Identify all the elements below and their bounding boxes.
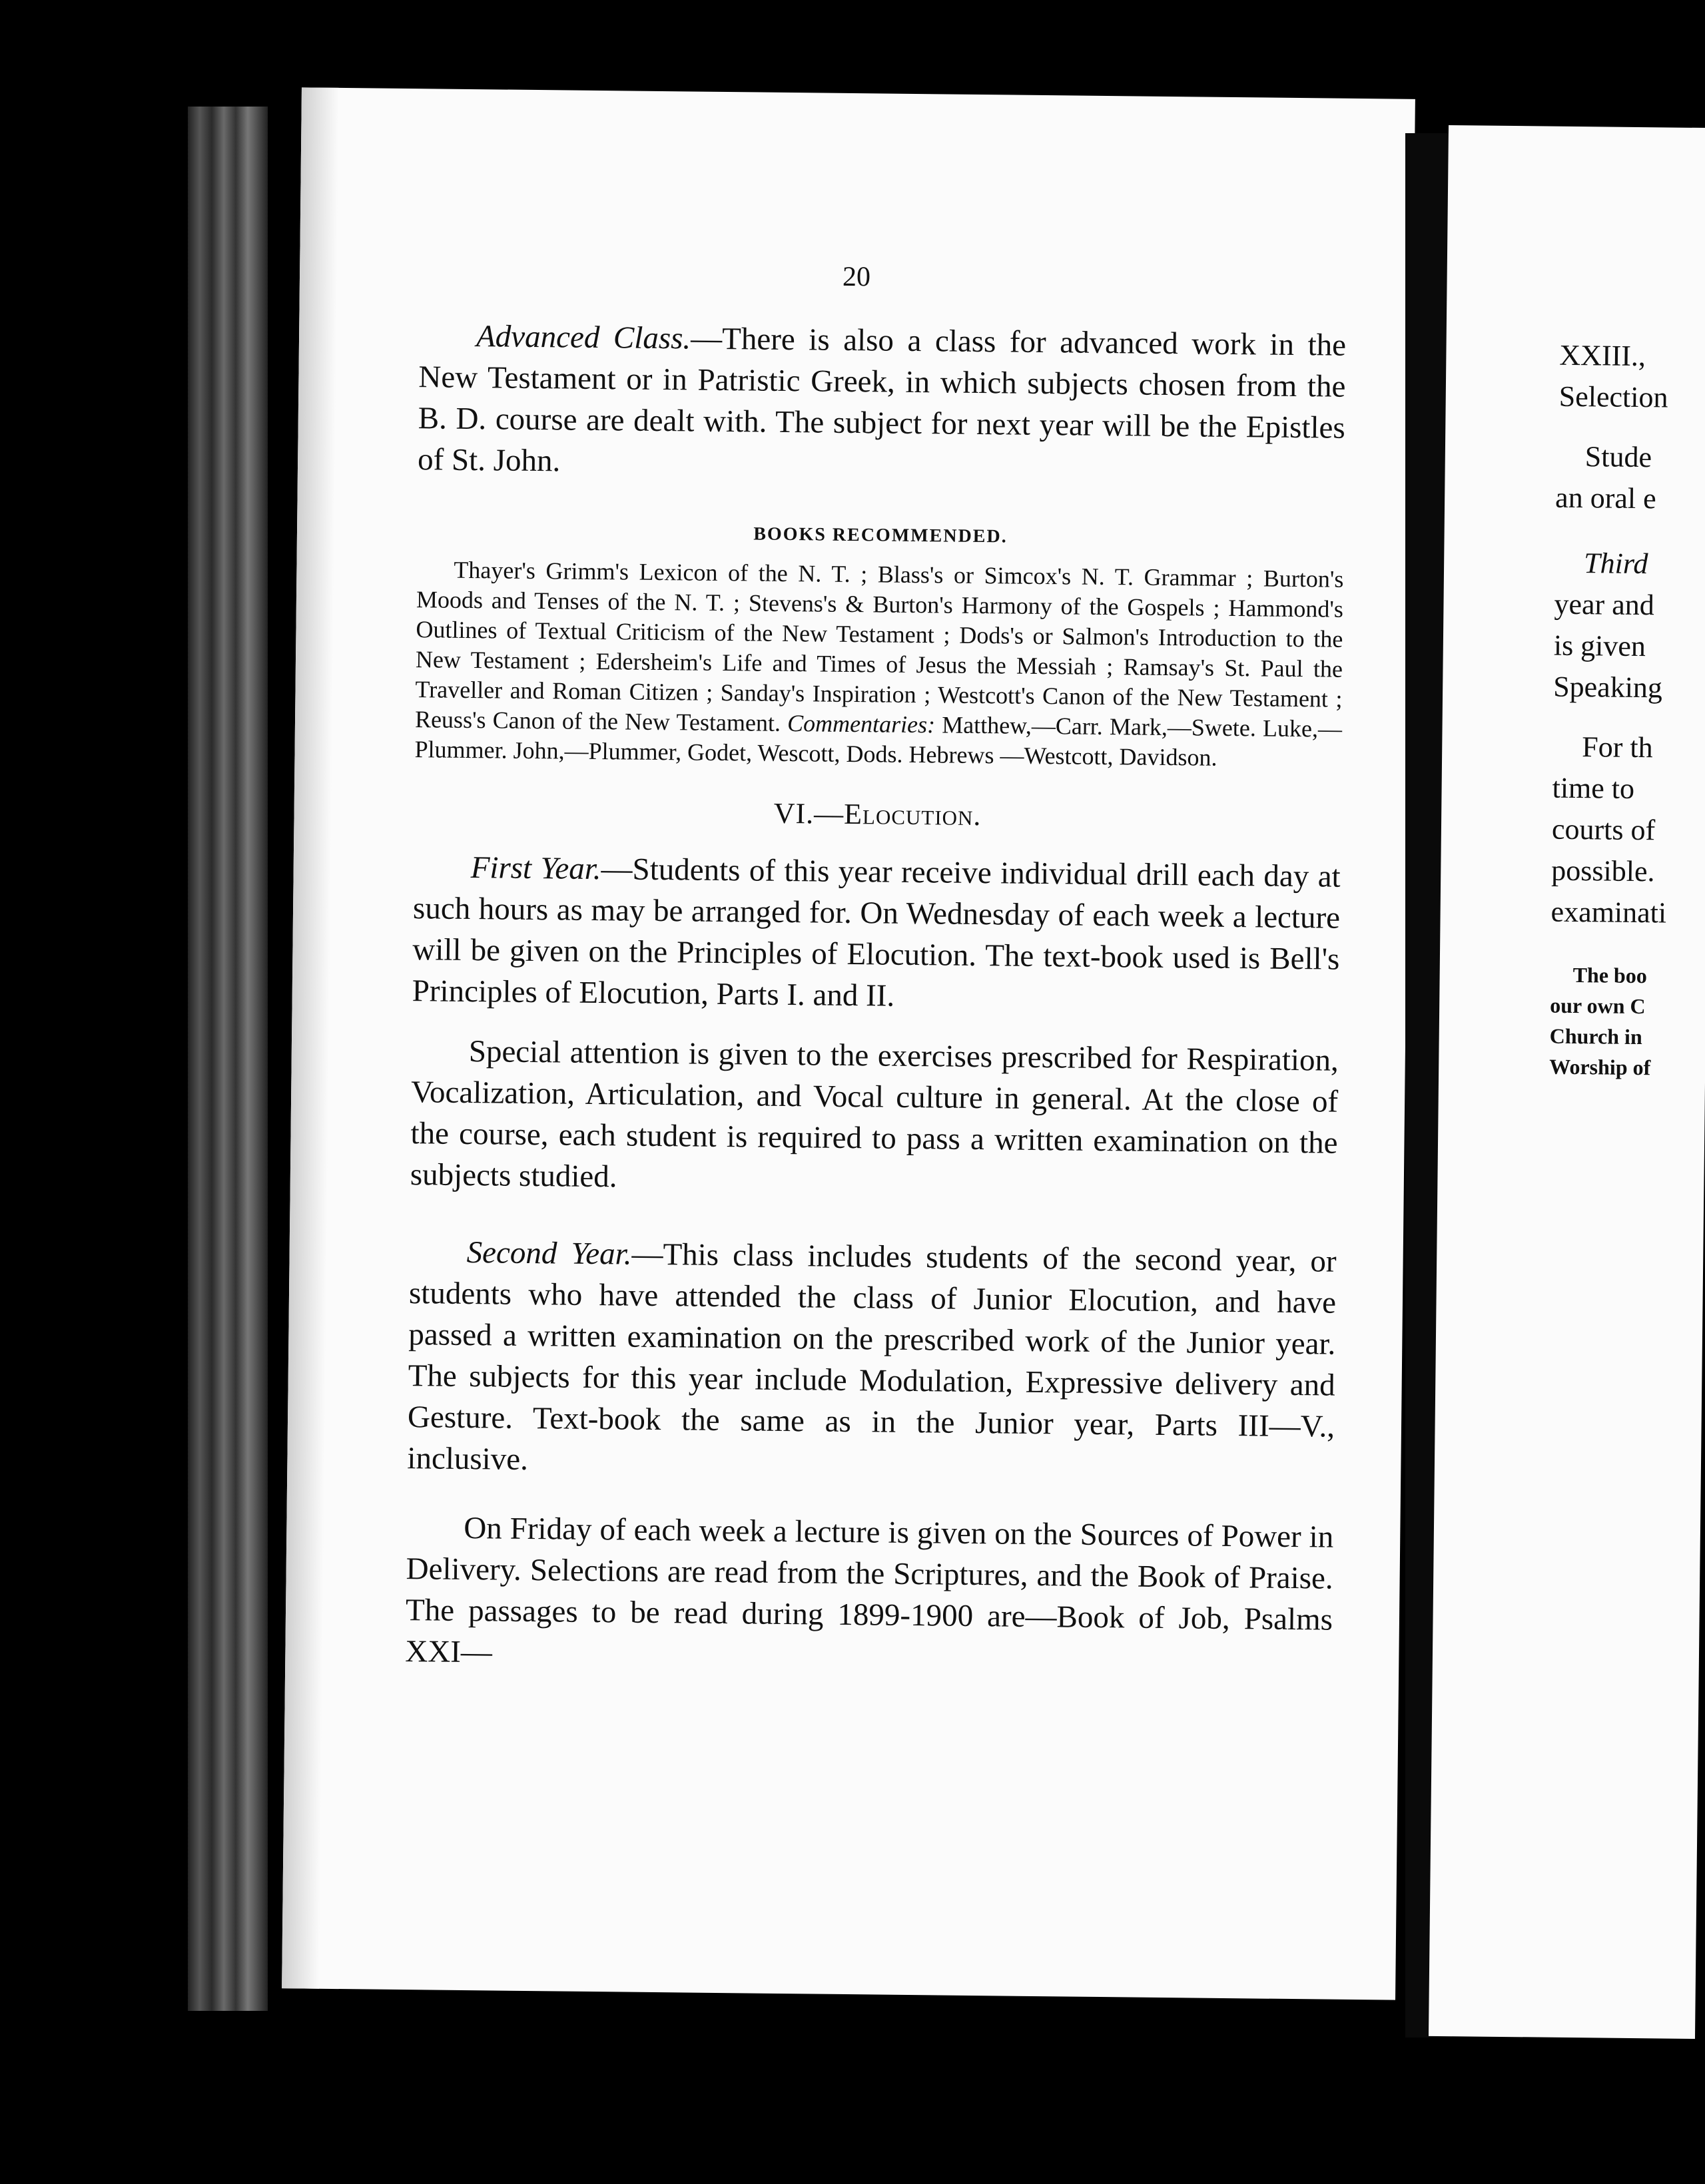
right-line: Selection — [1558, 380, 1668, 414]
right-small-line: The boo — [1572, 963, 1648, 988]
commentaries-text: Matthew,—Carr. Mark,—Swete. Luke,—Plummer. John,—Plummer, Godet, Wescott, Dods. Hebrews —Westcott, Davidson. — [414, 711, 1343, 771]
page-content — [405, 315, 1346, 1681]
right-line: year and — [1554, 587, 1655, 622]
right-line: courts of — [1551, 812, 1656, 847]
commentaries-label: Commentaries: — [787, 710, 936, 738]
left-page — [282, 87, 1415, 2000]
right-line: Third — [1583, 547, 1648, 581]
right-page-text-column — [1549, 127, 1705, 1080]
right-line: XXIII., — [1559, 338, 1646, 373]
book-binding-edge — [188, 107, 268, 2011]
second-year-text: —This class includes students of the second year, or students who have attended the class of Junior Elocution, and have passed a written examination on the prescribed work of the Junior year. The subjects for this year include Modulation, Expressive delivery and Gesture. Text-book the same as in the Junior year, Parts III—V., inclusive. — [407, 1236, 1337, 1477]
books-recommended-list — [414, 555, 1343, 774]
right-line: Stude — [1584, 440, 1652, 474]
advanced-class-lead: Advanced Class. — [476, 319, 691, 356]
right-line: For th — [1582, 730, 1653, 764]
right-page-fragment — [1429, 125, 1705, 2039]
right-line: an oral e — [1554, 481, 1656, 515]
first-year-paragraph — [412, 846, 1341, 1021]
right-line: Speaking — [1552, 670, 1663, 704]
right-line: time to — [1552, 771, 1635, 805]
second-year-paragraph — [407, 1231, 1337, 1489]
right-line: possible. — [1551, 854, 1655, 888]
page-number: 20 — [842, 261, 871, 293]
right-line: is given — [1553, 629, 1646, 663]
first-year-lead: First Year. — [470, 850, 601, 887]
right-small-line: our own C — [1550, 993, 1646, 1019]
special-attention-paragraph: Special attention is given to the exercises prescribed for Respiration, Vocalization, Articulation, and Vocal culture in general. At the close of the course, each student is required to pass a written examination on the subjects studied. — [410, 1034, 1339, 1195]
advanced-class-paragraph — [418, 315, 1347, 490]
page-shadow — [282, 87, 339, 1988]
right-small-line: Worship of — [1549, 1054, 1651, 1080]
first-year-text: —Students of this year receive individual drill each day at such hours as may be arranged for. On Wednesday of each week a lecture will be given on the Principles of Elocution. The text-book used is Bell's Principles of Elocution, Parts I. and II. — [412, 852, 1341, 1013]
books-recommended-heading: BOOKS RECOMMENDED. — [753, 523, 1008, 547]
section-heading-elocution: VI.—Elocution. — [773, 796, 982, 832]
friday-lecture-paragraph: On Friday of each week a lecture is given on the Sources of Power in Delivery. Selections are read from the Scriptures, and the Book of Praise. The passages to be read during 1899-1900 are—Book of Job, Psalms XXI— — [405, 1510, 1334, 1670]
advanced-class-text: —There is also a class for advanced work in the New Testament or in Patristic Greek, in which subjects chosen from the B. D. course are dealt with. The subject for next year will be the Epistles of St. John. — [417, 321, 1347, 479]
right-small-line: Church in — [1549, 1023, 1642, 1049]
right-line: examinati — [1550, 895, 1667, 930]
books-list-text: Thayer's Grimm's Lexicon of the N. T. ; Blass's or Simcox's N. T. Grammar ; Burton's Moods and Tenses of the N. T. ; Stevens's & Burton's Harmony of the Gospels ; Hammond's Outlines of Textual Criticism of the New Testament ; Dods's or Salmon's Introduction to the New Testament ; Edersheim's Life and Times of Jesus the Messiah ; Ramsay's St. Paul the Traveller and Roman Citizen ; Sanday's Inspiration ; Westcott's Canon of the New Testament ; Reuss's Canon of the New Testament. — [414, 556, 1344, 736]
second-year-lead: Second Year. — [466, 1235, 632, 1272]
